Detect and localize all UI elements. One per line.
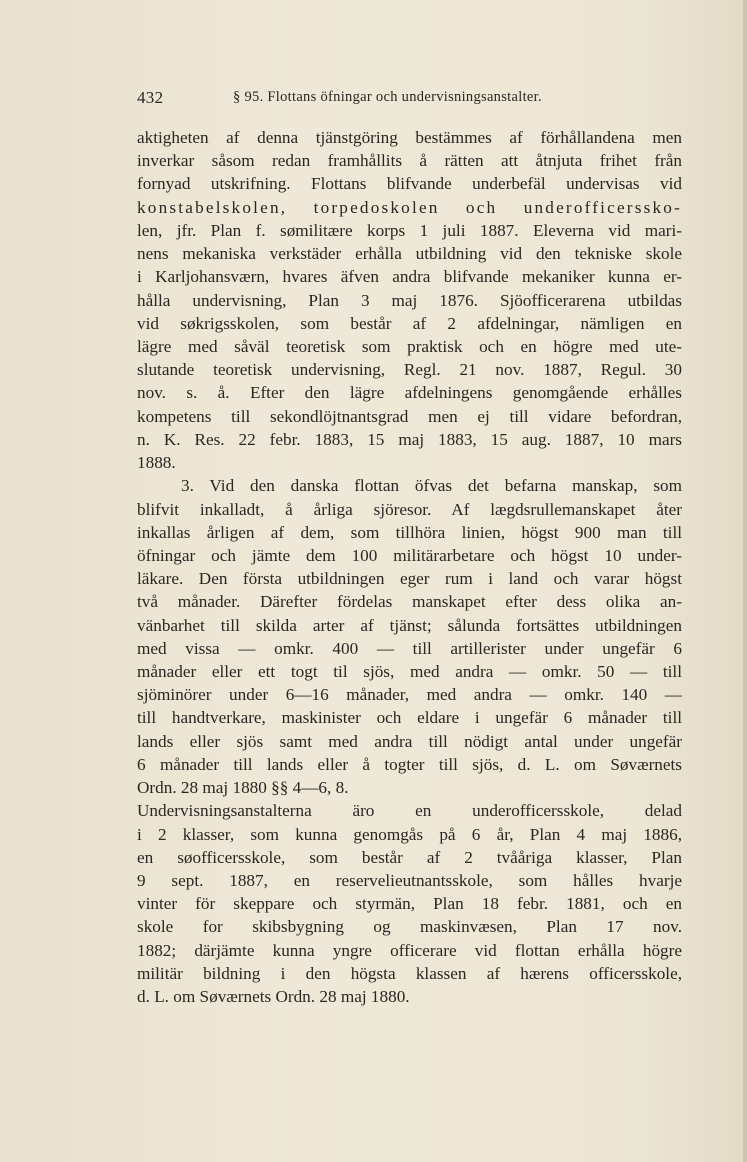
text-line: inverkar såsom redan framhållits å rätten att åtnjuta frihet från <box>137 151 682 171</box>
text-line: hålla undervisning, Plan 3 maj 1876. Sjöofficerarena utbildas <box>137 290 682 310</box>
text-line: i 2 klasser, som kunna genomgås på 6 år, Plan 4 maj 1886, <box>137 824 682 844</box>
text-line: aktigheten af denna tjänstgöring bestämmes af förhållandena men <box>137 128 682 147</box>
running-head <box>137 88 657 112</box>
text-line: len, jfr. Plan f. sømilitære korps 1 juli 1887. Eleverna vid mari- <box>137 220 682 240</box>
text-line: n. K. Res. 22 febr. 1883, 15 maj 1883, 15 aug. 1887, 10 mars <box>137 429 682 449</box>
text-line: vinter för skeppare och styrmän, Plan 18 febr. 1881, och en <box>137 894 682 914</box>
text-line: nov. s. å. Efter den lägre afdelningens genomgående erhålles <box>137 383 682 403</box>
text-line: till handtverkare, maskinister och eldare i ungefär 6 månader till <box>137 708 682 728</box>
text-line: en søofficersskole, som består af 2 tvååriga klasser, Plan <box>137 847 682 867</box>
text-line: läkare. Den första utbildningen eger rum i land och varar högst <box>137 569 682 589</box>
text-line: 1888. <box>137 453 176 473</box>
text-line: öfningar och jämte dem 100 militärarbetare och högst 10 under- <box>137 545 682 565</box>
text-line: i Karljohansværn, hvares äfven andra blifvande mekaniker kunna er- <box>137 267 682 287</box>
body-text <box>137 126 682 1008</box>
page-edge <box>743 0 747 1162</box>
text-line: sjöminörer under 6—16 månader, med andra — omkr. 140 — <box>137 685 682 705</box>
text-line: 6 månader till lands eller å togter till sjös, d. L. om Søværnets <box>137 754 682 774</box>
paragraph-start: Undervisningsanstalterna äro en underofficersskole, delad <box>137 801 682 821</box>
text-line: kompetens till sekondlöjtnantsgrad men ej till vidare befordran, <box>137 406 682 426</box>
text-line: vid søkrigsskolen, som består af 2 afdelningar, nämligen en <box>137 313 682 333</box>
page-number: 432 <box>137 88 164 107</box>
text-line: lägre med såväl teoretisk som praktisk och en högre med ute- <box>137 336 682 356</box>
text-line: d. L. om Søværnets Ordn. 28 maj 1880. <box>137 987 410 1007</box>
text-line: Ordn. 28 maj 1880 §§ 4—6, 8. <box>137 778 349 798</box>
text-line: blifvit inkalladt, å årliga sjöresor. Af lægdsrullemanskapet åter <box>137 499 682 519</box>
text-line: militär bildning i den högsta klassen af hærens officersskole, <box>137 963 682 983</box>
text-line: nens mekaniska verkstäder erhålla utbildning vid den tekniske skole <box>137 244 682 264</box>
text-line: 9 sept. 1887, en reservelieutnantsskole, som hålles hvarje <box>137 871 682 890</box>
section-title: § 95. Flottans öfningar och undervisningsanstalter. <box>233 89 542 105</box>
text-line: lands eller sjös samt med andra till nödigt antal under ungefär <box>137 731 682 751</box>
text-line: inkallas årligen af dem, som tillhöra linien, högst 900 man till <box>137 522 682 542</box>
text-line: konstabelskolen, torpedoskolen och underofficersskо- <box>137 197 682 217</box>
text-line: med vissa — omkr. 400 — till artillerister under ungefär 6 <box>137 638 682 658</box>
text-line: vänbarhet till skilda arter af tjänst; sålunda fortsättes utbildningen <box>137 615 682 635</box>
text-line: skole for skibsbygning og maskinvæsen, Plan 17 nov. <box>137 917 682 937</box>
paragraph-start: 3. Vid den danska flottan öfvas det befarna manskap, som <box>181 476 682 496</box>
text-line: två månader. Därefter fördelas manskapet efter dess olika an- <box>137 592 682 612</box>
text-line: 1882; därjämte kunna yngre officerare vid flottan erhålla högre <box>137 940 682 960</box>
text-line: månader eller ett togt til sjös, med andra — omkr. 50 — till <box>137 662 682 682</box>
text-line: fornyad utskrifning. Flottans blifvande underbefäl undervisas vid <box>137 174 682 194</box>
text-line: slutande teoretisk undervisning, Regl. 21 nov. 1887, Regul. 30 <box>137 360 682 380</box>
